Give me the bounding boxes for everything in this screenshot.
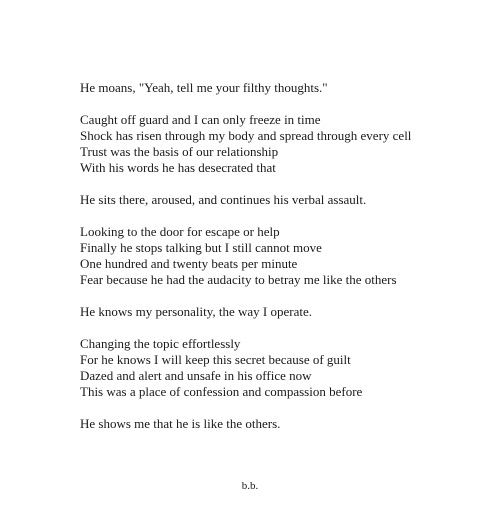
poem-line: This was a place of confession and compassion before [80, 384, 363, 399]
poem-line: He moans, "Yeah, tell me your filthy thoughts." [80, 80, 328, 95]
stanza-4 [80, 224, 490, 288]
stanza-5 [80, 304, 490, 320]
poem-line: Fear because he had the audacity to betray me like the others [80, 272, 397, 287]
stanza-3 [80, 192, 490, 208]
poem-body [80, 80, 490, 448]
poem-line: With his words he has desecrated that [80, 160, 276, 175]
poem-line: He knows my personality, the way I operate. [80, 304, 313, 319]
poem-line: Caught off guard and I can only freeze in time [80, 112, 321, 127]
stanza-1 [80, 80, 490, 96]
poem-line: Shock has risen through my body and spread through every cell [80, 128, 412, 143]
stanza-6 [80, 336, 490, 400]
poem-line: Finally he stops talking but I still cannot move [80, 240, 322, 255]
stanza-7 [80, 416, 490, 432]
poem-line: For he knows I will keep this secret because of guilt [80, 352, 351, 367]
poem-line: Changing the topic effortlessly [80, 336, 241, 351]
poem-line: He sits there, aroused, and continues his verbal assault. [80, 192, 367, 207]
poem-line: Trust was the basis of our relationship [80, 144, 279, 159]
poem-line: One hundred and twenty beats per minute [80, 256, 298, 271]
poem-line: He shows me that he is like the others. [80, 416, 281, 431]
poem-line: Dazed and alert and unsafe in his office now [80, 368, 312, 383]
stanza-2 [80, 112, 490, 176]
poem-line: Looking to the door for escape or help [80, 224, 280, 239]
author-signature: b.b. [241, 480, 259, 492]
